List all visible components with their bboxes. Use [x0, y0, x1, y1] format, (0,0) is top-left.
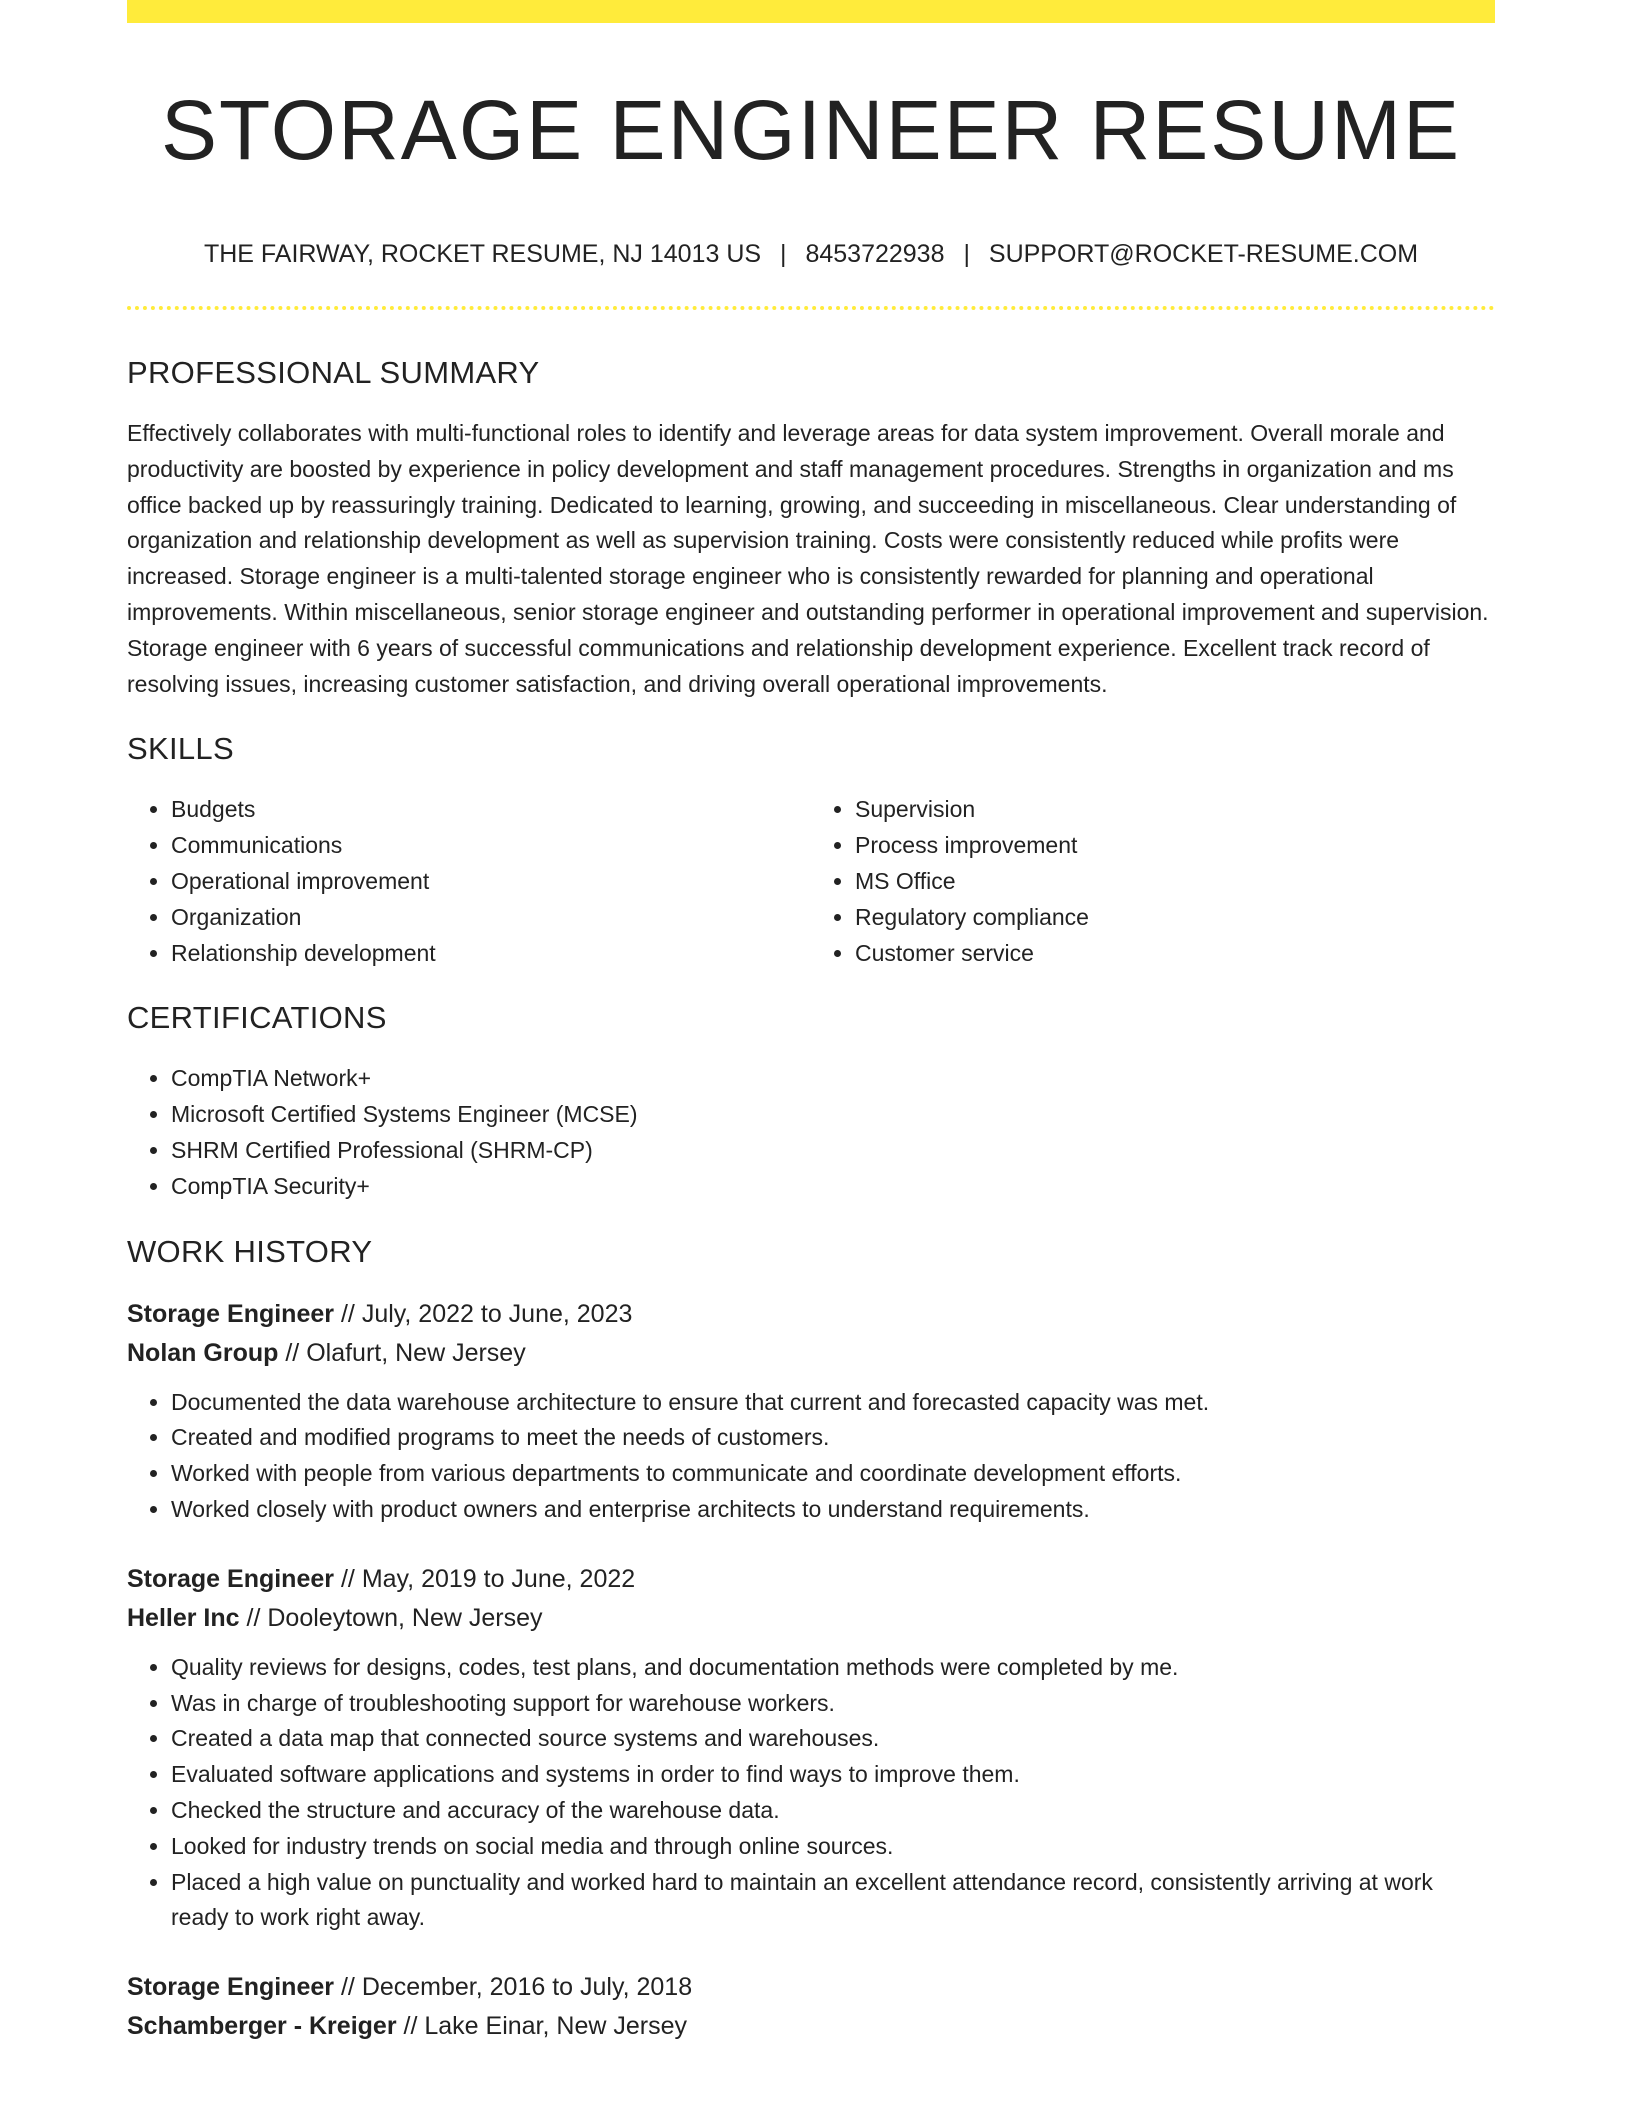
- job-company: Heller Inc: [127, 1603, 240, 1632]
- job-bullet: • Placed a high value on punctuality and worked hard to maintain an excellent attendance record, consistently arriving at work ready to work right away.: [171, 1865, 1495, 1937]
- skills-columns: [127, 792, 1495, 971]
- resume-body: [127, 350, 1495, 2046]
- job-location: Olafurt, New Jersey: [306, 1338, 526, 1367]
- job-role-line: [127, 1968, 1495, 2007]
- job-divider: //: [340, 1973, 355, 2002]
- job-entry: [127, 1968, 1495, 2046]
- contact-phone: 8453722938: [805, 240, 945, 268]
- contact-separator: |: [780, 240, 787, 268]
- contact-line: [127, 236, 1495, 272]
- job-bullet: • Created a data map that connected source systems and warehouses.: [171, 1721, 1495, 1757]
- skill-item: • Customer service: [855, 936, 1495, 972]
- skill-item: • Organization: [171, 900, 811, 936]
- job-bullet: • Worked with people from various departments to communicate and coordinate development efforts.: [171, 1456, 1495, 1492]
- skills-right-list: [811, 792, 1495, 971]
- job-divider: //: [246, 1603, 261, 1632]
- job-bullet: • Quality reviews for designs, codes, test plans, and documentation methods were completed by me.: [171, 1650, 1495, 1686]
- job-company-line: [127, 1599, 1495, 1638]
- job-location: Dooleytown, New Jersey: [267, 1603, 543, 1632]
- skills-section: [127, 726, 1495, 971]
- skill-item: • MS Office: [855, 864, 1495, 900]
- job-bullet: • Evaluated software applications and systems in order to find ways to improve them.: [171, 1757, 1495, 1793]
- job-bullet: • Worked closely with product owners and enterprise architects to understand requirements.: [171, 1492, 1495, 1528]
- certification-item: • Microsoft Certified Systems Engineer (MCSE): [171, 1097, 1495, 1133]
- certification-item: • CompTIA Network+: [171, 1061, 1495, 1097]
- job-location: Lake Einar, New Jersey: [424, 2012, 687, 2041]
- skill-item: • Communications: [171, 828, 811, 864]
- certifications-list: [127, 1061, 1495, 1204]
- job-dates: July, 2022 to June, 2023: [361, 1299, 633, 1328]
- certifications-section: [127, 995, 1495, 1204]
- job-entry: [127, 1295, 1495, 1528]
- job-divider: //: [285, 1338, 300, 1367]
- job-bullet: • Documented the data warehouse architecture to ensure that current and forecasted capacity was met.: [171, 1385, 1495, 1421]
- job-company-line: [127, 2007, 1495, 2046]
- job-role: Storage Engineer: [127, 1299, 334, 1328]
- job-divider: //: [340, 1564, 355, 1593]
- job-bullet: • Created and modified programs to meet the needs of customers.: [171, 1420, 1495, 1456]
- skill-item: • Budgets: [171, 792, 811, 828]
- job-company: Schamberger - Kreiger: [127, 2012, 397, 2041]
- skills-title: SKILLS: [127, 731, 234, 767]
- certification-item: • SHRM Certified Professional (SHRM-CP): [171, 1133, 1495, 1169]
- job-role: Storage Engineer: [127, 1973, 334, 2002]
- resume-title: STORAGE ENGINEER RESUME: [160, 83, 1461, 177]
- accent-bar: [127, 0, 1495, 23]
- work-history-section: [127, 1229, 1495, 2047]
- summary-title: PROFESSIONAL SUMMARY: [127, 355, 540, 390]
- job-entry: [127, 1560, 1495, 1936]
- job-divider: //: [340, 1299, 355, 1328]
- job-role-line: [127, 1295, 1495, 1334]
- summary-text: Effectively collaborates with multi-functional roles to identify and leverage areas for data system improvement. Overall morale and productivity are boosted by experience in policy development and staff management procedures. Strengths in organization and ms office backed up by reassuringly training. Dedicated to learning, growing, and succeeding in miscellaneous. Clear understanding of organization and relationship development as well as supervision training. Costs were consistently reduced while profits were increased. Storage engineer is a multi-talented storage engineer who is consistently rewarded for planning and operational improvements. Within miscellaneous, senior storage engineer and outstanding performer in operational improvement and supervision. Storage engineer with 6 years of successful communications and relationship development experience. Excellent track record of resolving issues, increasing customer satisfaction, and driving overall operational improvements.: [127, 420, 1489, 697]
- certifications-title: CERTIFICATIONS: [127, 1000, 387, 1036]
- skill-item: • Relationship development: [171, 936, 811, 972]
- contact-address: THE FAIRWAY, ROCKET RESUME, NJ 14013 US: [203, 240, 762, 268]
- dotted-divider: [127, 306, 1495, 310]
- certification-item: • CompTIA Security+: [171, 1169, 1495, 1205]
- job-role: Storage Engineer: [127, 1564, 334, 1593]
- job-bullet: • Checked the structure and accuracy of the warehouse data.: [171, 1793, 1495, 1829]
- job-company: Nolan Group: [127, 1338, 279, 1367]
- job-bullet: • Looked for industry trends on social media and through online sources.: [171, 1829, 1495, 1865]
- skill-item: • Supervision: [855, 792, 1495, 828]
- skills-left-list: [127, 792, 811, 971]
- job-divider: //: [403, 2012, 418, 2041]
- skill-item: • Operational improvement: [171, 864, 811, 900]
- contact-separator: |: [963, 240, 970, 268]
- job-role-line: [127, 1560, 1495, 1599]
- job-bullet: • Was in charge of troubleshooting support for warehouse workers.: [171, 1686, 1495, 1722]
- job-bullets: [127, 1650, 1495, 1936]
- job-dates: December, 2016 to July, 2018: [361, 1973, 693, 2002]
- skill-item: • Regulatory compliance: [855, 900, 1495, 936]
- job-dates: May, 2019 to June, 2022: [361, 1564, 636, 1593]
- skill-item: • Process improvement: [855, 828, 1495, 864]
- job-company-line: [127, 1334, 1495, 1373]
- contact-email: SUPPORT@ROCKET-RESUME.COM: [988, 240, 1419, 268]
- work-history-title: WORK HISTORY: [127, 1233, 373, 1269]
- job-bullets: [127, 1385, 1495, 1528]
- summary-section: [127, 350, 1495, 702]
